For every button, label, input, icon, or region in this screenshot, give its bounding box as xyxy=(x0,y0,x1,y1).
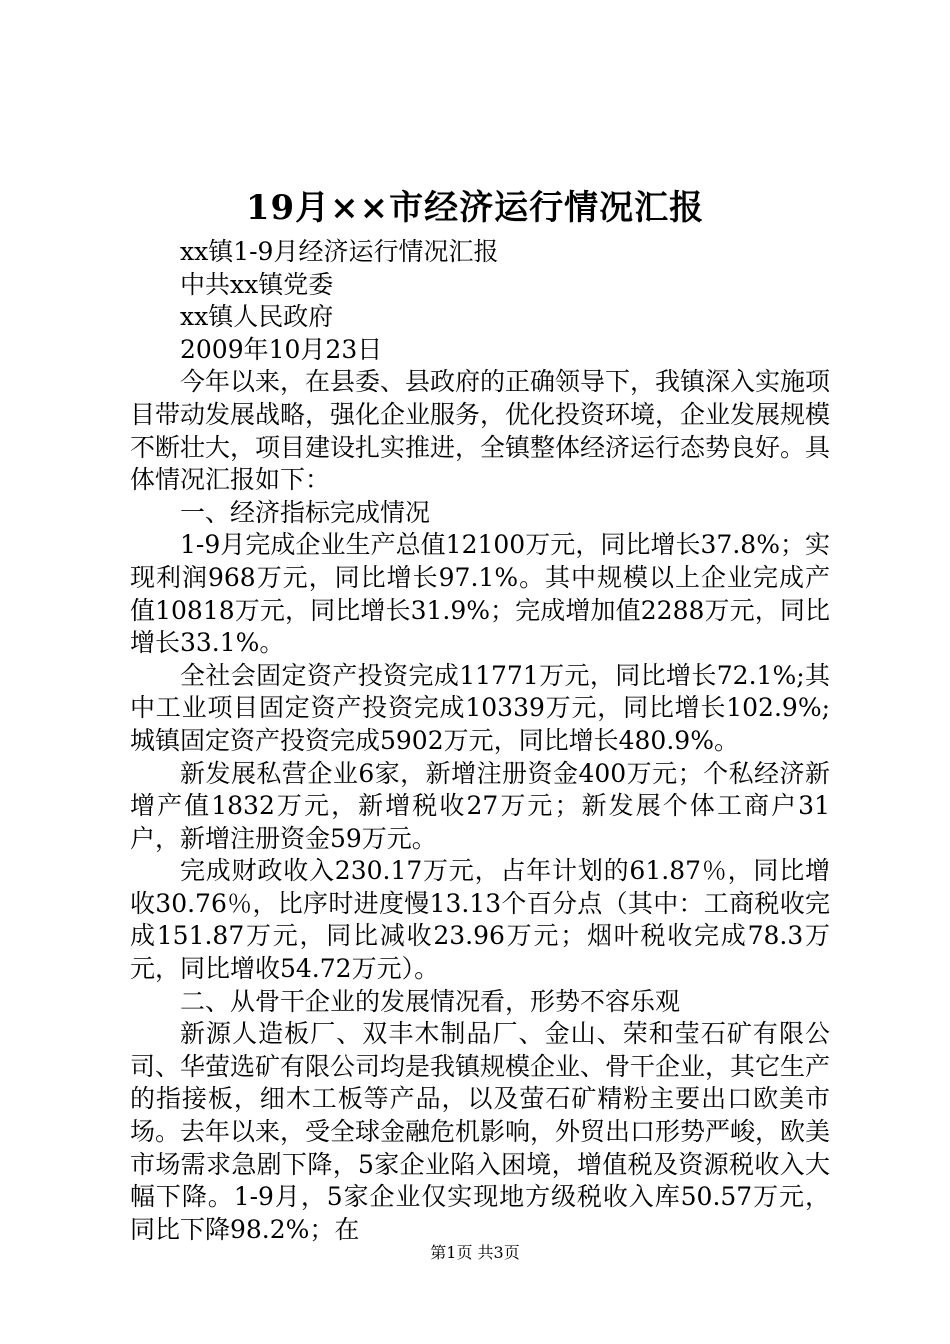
paragraph: 新发展私营企业6家，新增注册资金400万元；个私经济新增产值1832万元，新增税收27万元；新发展个体工商户31户，新增注册资金59万元。 xyxy=(130,758,830,853)
page-footer: 第1页 共3页 xyxy=(430,1243,520,1262)
header-line: 中共xx镇党委 xyxy=(180,269,334,299)
section-heading: 一、经济指标完成情况 xyxy=(180,497,431,527)
paragraph: 今年以来，在县委、县政府的正确领导下，我镇深入实施项目带动发展战略，强化企业服务，优化投资环境，企业发展规模不断壮大，项目建设扎实推进，全镇整体经济运行态势良好。具体情况汇报如下： xyxy=(130,367,831,495)
paragraph: 1-9月完成企业生产总值12100万元，同比增长37.8%；实现利润968万元，同比增长97.1%。其中规模以上企业完成产值10818万元，同比增长31.9%；完成增加值2288万元，同比增长33.1%。 xyxy=(130,530,830,658)
header-line: xx镇1-9月经济运行情况汇报 xyxy=(180,237,499,266)
document-body xyxy=(130,236,830,1246)
paragraph: 完成财政收入230.17万元，占年计划的61.87％，同比增收30.76％，比序时进度慢13.13个百分点（其中：工商税收完成151.87万元，同比减收23.96万元；烟叶税收完成78.3万元，同比增收54.72万元）。 xyxy=(130,856,830,984)
section-heading: 二、从骨干企业的发展情况看，形势不容乐观 xyxy=(180,986,681,1016)
header-line-date: 2009年10月23日 xyxy=(180,334,383,364)
paragraph: 全社会固定资产投资完成11771万元，同比增长72.1%;其中工业项目固定资产投资完成10339万元，同比增长102.9%;城镇固定资产投资完成5902万元，同比增长480.9%。 xyxy=(130,660,830,755)
document-title: 19月××市经济运行情况汇报 xyxy=(245,188,705,228)
header-line: xx镇人民政府 xyxy=(180,302,334,332)
paragraph: 新源人造板厂、双丰木制品厂、金山、荣和莹石矿有限公司、华萤选矿有限公司均是我镇规模企业、骨干企业，其它生产的指接板，细木工板等产品，以及萤石矿精粉主要出口欧美市场。去年以来，受全球金融危机影响，外贸出口形势严峻，欧美市场需求急剧下降，5家企业陷入困境，增值税及资源税收入大幅下降。1-9月，5家企业仅实现地方级税收入库50.57万元，同比下降98.2%；在 xyxy=(130,1019,831,1244)
